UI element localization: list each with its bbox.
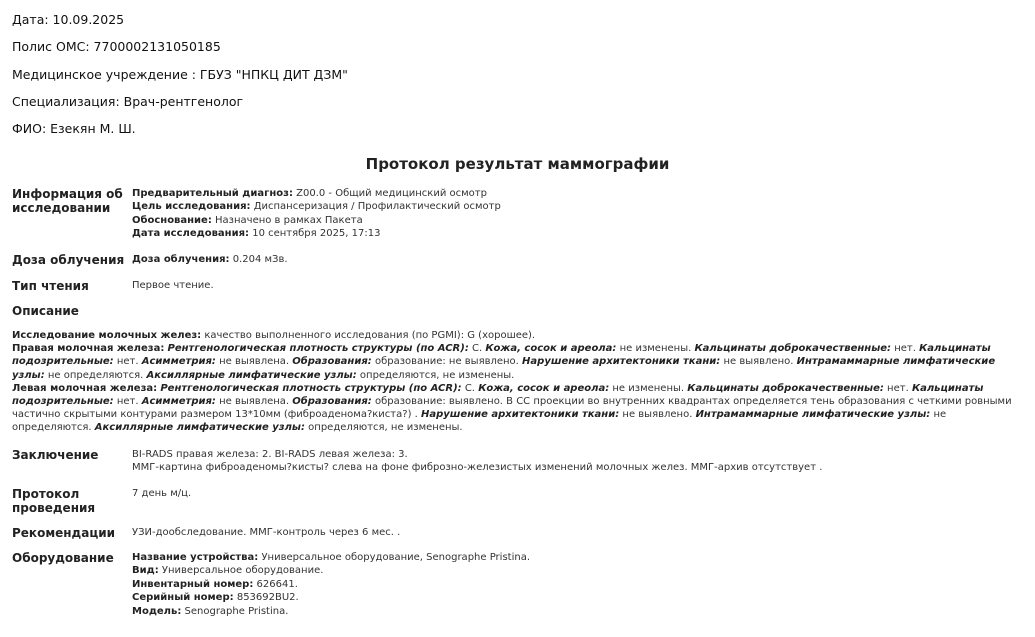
dose-label: Доза облучения [12,253,125,267]
page-title: Протокол результат маммографии [365,155,670,173]
description-exam: Исследование молочных желез: качество выполненного исследования (по PGMI): G (хорошее). [12,330,536,341]
info-basis: Обоснование: Назначено в рамках Пакета [132,214,363,226]
reading-body: Первое чтение. [132,280,214,291]
header-policy: Полис ОМС: 7700002131050185 [12,39,221,54]
equipment-body [132,551,1022,618]
conclusion-body [132,448,1022,475]
info-body [132,187,1022,241]
header-institution: Медицинское учреждение : ГБУЗ "НПКЦ ДИТ ДЗМ" [12,67,348,82]
description-right-breast: Правая молочная железа: Рентгенологическая плотность структуры (по ACR): C. Кожа, сосок и ареола: не изменены. Кальцинаты доброкачественные: нет. Кальцинаты подозрительные: нет. Асимметрия: не выявлена. Образования: образование: не выявлено. Нарушение архитектоники ткани: не выявлено. Интрамаммарные лимфатические узлы: не определяются. Аксиллярные лимфатические узлы: определяются, не изменены. [12,343,996,381]
info-prelim: Предварительный диагноз: Z00.0 - Общий медицинский осмотр [132,188,487,199]
equipment-inventory: Инвентарный номер: 626641. [132,578,298,590]
header-date: Дата: 10.09.2025 [12,12,125,27]
info-label: Информация об исследовании [12,187,123,215]
protocol-body: 7 день м/ц. [132,488,192,499]
conclusion-summary: ММГ-картина фиброаденомы?кисты? слева на фоне фиброзно-железистых изменений молочных желез. ММГ-архив отсутствует . [132,462,823,474]
header-patient-name: ФИО: Езекян М. Ш. [12,121,136,136]
equipment-label: Оборудование [12,551,114,565]
protocol-label: Протокол проведения [12,487,96,515]
equipment-model: Модель: Senographe Pristina. [132,605,289,617]
reading-label: Тип чтения [12,279,89,293]
equipment-serial: Серийный номер: 853692BU2. [132,592,299,604]
recommendations-body: УЗИ-дообследование. ММГ-контроль через 6 мес. . [132,527,401,538]
recommendations-label: Рекомендации [12,526,116,540]
conclusion-birads: BI-RADS правая железа: 2. BI-RADS левая железа: 3. [132,449,408,460]
description-left-breast: Левая молочная железа: Рентгенологическая плотность структуры (по ACR): C. Кожа, сосок и ареола: не изменены. Кальцинаты доброкачественные: нет. Кальцинаты подозрительные: нет. Асимметрия: не выявлена. Образования: образование: выявлено. В СС проекции во внутренних квадрантах определяется тень образования с четкими ровными частично скрытыми контурами размером 13*10мм (фиброаденома?киста?) . Нарушение архитектоники ткани: не выявлено. Интрамаммарные лимфатические узлы: не определяются. Аксиллярные лимфатические узлы: определяются, не изменены. [12,382,1012,434]
equipment-device: Название устройства: Универсальное оборудование, Senographe Pristina. [132,552,531,563]
info-date: Дата исследования: 10 сентября 2025, 17:13 [132,228,381,240]
description-label: Описание [12,304,79,318]
dose-body: Доза облучения: 0.204 мЗв. [132,254,288,265]
header-specialization: Специализация: Врач-рентгенолог [12,94,244,109]
description-body [12,329,1022,435]
equipment-type: Вид: Универсальное оборудование. [132,565,324,577]
conclusion-label: Заключение [12,448,99,462]
info-goal: Цель исследования: Диспансеризация / Профилактический осмотр [132,201,501,213]
